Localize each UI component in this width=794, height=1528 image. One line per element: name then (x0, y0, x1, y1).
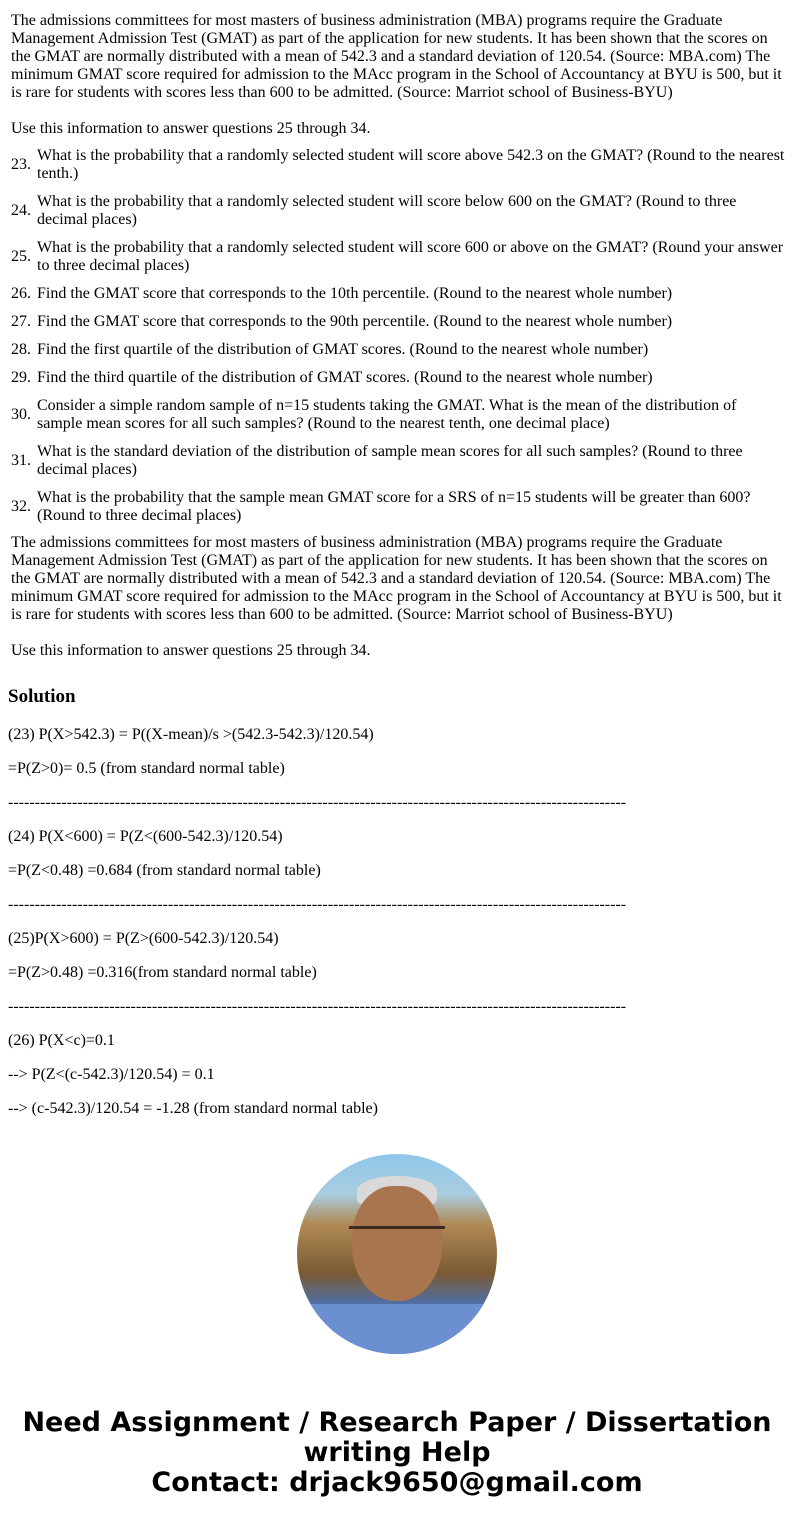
question-number: 25. (11, 248, 31, 265)
question-item (8, 188, 786, 234)
question-item (8, 392, 786, 438)
instruction-text: Use this information to answer questions 25 through 34. (11, 120, 371, 137)
question-item (8, 484, 786, 530)
question-text: What is the probability that a randomly selected student will score 600 or above on the GMAT? (Round your answer to three decimal places) (37, 239, 784, 274)
question-item (8, 234, 786, 280)
question-item (8, 280, 786, 308)
problem-intro-repeat (8, 530, 786, 660)
question-text: Find the GMAT score that corresponds to the 10th percentile. (Round to the nearest whole number) (37, 285, 673, 302)
question-text: Find the GMAT score that corresponds to the 90th percentile. (Round to the nearest whole number) (37, 313, 673, 330)
solution-line: (26) P(X<c)=0.1 (8, 1032, 115, 1049)
question-text: Find the third quartile of the distribution of GMAT scores. (Round to the nearest whole number) (37, 369, 653, 386)
intro-text: The admissions committees for most masters of business administration (MBA) programs require the Graduate Management Admission Test (GMAT) as part of the application for new students. It has been shown that the scores on the GMAT are normally distributed with a mean of 542.3 and a standard deviation of 120.54. (Source: MBA.com) The minimum GMAT score required for admission to the MAcc program in the School of Accountancy at BYU is 500, but it is rare for students with scores less than 600 to be admitted. (Source: Marriot school of Business-BYU) (11, 12, 782, 101)
divider: -------------------------------------------------------------------------------------------------------------------- (8, 896, 627, 913)
instruction-text: Use this information to answer questions 25 through 34. (11, 642, 371, 659)
question-item (8, 364, 786, 392)
question-text: Consider a simple random sample of n=15 students taking the GMAT. What is the mean of the distribution of sample mean scores for all such samples? (Round to the nearest tenth, one decimal place) (37, 397, 737, 432)
solution-body (8, 726, 786, 1118)
solution-heading: Solution (8, 686, 76, 707)
divider: -------------------------------------------------------------------------------------------------------------------- (8, 794, 627, 811)
question-number: 31. (11, 452, 31, 469)
promo-text: Need Assignment / Research Paper / Dissertation writing Help (22, 1407, 772, 1468)
solution-line: (25)P(X>600) = P(Z>(600-542.3)/120.54) (8, 930, 279, 947)
problem-intro (8, 8, 786, 138)
divider: -------------------------------------------------------------------------------------------------------------------- (8, 998, 627, 1015)
question-item (8, 308, 786, 336)
question-number: 32. (11, 498, 31, 515)
contact-text: Contact: drjack9650@gmail.com (151, 1467, 643, 1498)
promo-footer (0, 1408, 794, 1528)
question-list (8, 142, 786, 530)
question-number: 26. (11, 285, 31, 302)
question-text: What is the probability that a randomly selected student will score below 600 on the GMAT? (Round to three decimal places) (37, 193, 737, 228)
question-item (8, 438, 786, 484)
question-number: 24. (11, 202, 31, 219)
solution-line: =P(Z>0.48) =0.316(from standard normal table) (8, 964, 317, 981)
question-number: 29. (11, 369, 31, 386)
intro-text: The admissions committees for most masters of business administration (MBA) programs require the Graduate Management Admission Test (GMAT) as part of the application for new students. It has been shown that the scores on the GMAT are normally distributed with a mean of 542.3 and a standard deviation of 120.54. (Source: MBA.com) The minimum GMAT score required for admission to the MAcc program in the School of Accountancy at BYU is 500, but it is rare for students with scores less than 600 to be admitted. (Source: Marriot school of Business-BYU) (11, 534, 782, 623)
solution-line: --> (c-542.3)/120.54 = -1.28 (from standard normal table) (8, 1100, 378, 1117)
solution-line: =P(Z<0.48) =0.684 (from standard normal table) (8, 862, 321, 879)
solution-line: =P(Z>0)= 0.5 (from standard normal table) (8, 760, 285, 777)
solution-line: (24) P(X<600) = P(Z<(600-542.3)/120.54) (8, 828, 283, 845)
question-item (8, 336, 786, 364)
question-item (8, 142, 786, 188)
question-text: What is the standard deviation of the distribution of sample mean scores for all such samples? (Round to three decimal places) (37, 443, 743, 478)
question-number: 27. (11, 313, 31, 330)
question-text: Find the first quartile of the distribution of GMAT scores. (Round to the nearest whole number) (37, 341, 649, 358)
question-number: 23. (11, 156, 31, 173)
solution-line: (23) P(X>542.3) = P((X-mean)/s >(542.3-542.3)/120.54) (8, 726, 374, 743)
question-text: What is the probability that the sample mean GMAT score for a SRS of n=15 students will be greater than 600? (Round to three decimal places) (37, 489, 751, 524)
solution-line: --> P(Z<(c-542.3)/120.54) = 0.1 (8, 1066, 215, 1083)
question-number: 28. (11, 341, 31, 358)
question-text: What is the probability that a randomly selected student will score above 542.3 on the GMAT? (Round to the nearest tenth.) (37, 147, 785, 182)
question-number: 30. (11, 406, 31, 423)
author-photo (297, 1154, 497, 1354)
